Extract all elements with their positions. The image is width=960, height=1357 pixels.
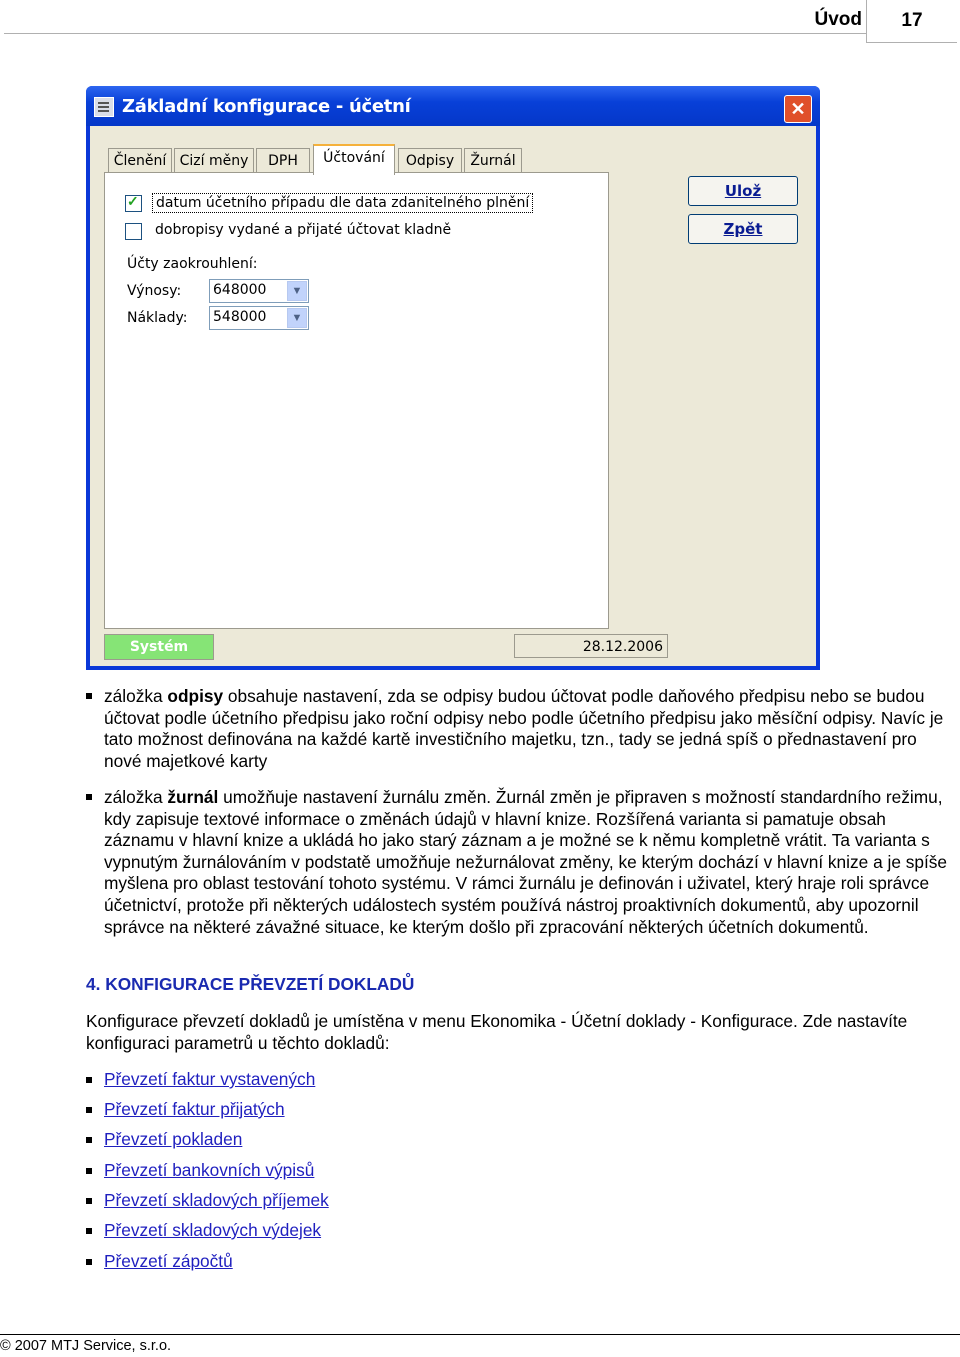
close-icon[interactable]: ✕ <box>784 95 812 123</box>
tab-panel-uctovani <box>104 172 609 629</box>
bullet-marker <box>86 1107 92 1113</box>
bullet-marker <box>86 1259 92 1265</box>
intro-paragraph: Konfigurace převzetí dokladů je umístěna v menu Ekonomika - Účetní doklady - Konfigurace. Zde nastavíte konfiguraci parametrů u těchto dokladů: <box>86 1011 908 1053</box>
tab-cleneni[interactable]: Členění <box>108 148 172 173</box>
bullet-marker <box>86 1077 92 1083</box>
tab-zurnal[interactable]: Žurnál <box>464 148 522 173</box>
status-system: Systém <box>104 634 214 660</box>
back-button[interactable]: Zpět <box>688 214 798 244</box>
bullet-marker <box>86 1228 92 1234</box>
dialog-body <box>90 126 816 666</box>
revenue-value: 648000 <box>213 282 267 298</box>
bullet-marker <box>86 1198 92 1204</box>
footer-copyright: © 2007 MTJ Service, s.r.o. <box>0 1338 172 1354</box>
link-skladove-prijemky[interactable]: Převzetí skladových příjemek <box>104 1190 329 1210</box>
dobropisy-checkbox[interactable] <box>125 223 142 240</box>
dialog-title: Základní konfigurace - účetní <box>122 96 411 117</box>
link-zapocty[interactable]: Převzetí zápočtů <box>104 1251 233 1271</box>
dialog-titlebar <box>86 86 820 126</box>
costs-value: 548000 <box>213 309 267 325</box>
costs-combo[interactable] <box>209 306 309 330</box>
tab-cizi-meny[interactable]: Cizí měny <box>174 148 254 173</box>
tab-dph[interactable]: DPH <box>256 148 310 173</box>
section-title: Úvod <box>814 9 862 30</box>
link-bankovni-vypisy[interactable]: Převzetí bankovních výpisů <box>104 1160 315 1180</box>
dobropisy-checkbox-label[interactable]: dobropisy vydané a přijaté účtovat kladně <box>155 222 452 238</box>
link-faktury-prijate[interactable]: Převzetí faktur přijatých <box>104 1099 285 1119</box>
bullet-marker <box>86 1168 92 1174</box>
chevron-down-icon[interactable]: ▼ <box>287 281 307 301</box>
header-divider <box>4 33 866 34</box>
tab-uctovani[interactable]: Účtování <box>313 144 395 175</box>
revenue-label: Výnosy: <box>127 283 182 299</box>
rounding-label: Účty zaokrouhlení: <box>127 256 258 272</box>
app-icon <box>94 97 114 117</box>
bullet-marker <box>86 794 92 800</box>
footer-divider <box>0 1334 960 1335</box>
bullet-marker <box>86 693 92 699</box>
datum-checkbox-label[interactable]: datum účetního případu dle data zdanitelného plnění <box>152 193 533 213</box>
link-pokladny[interactable]: Převzetí pokladen <box>104 1129 243 1149</box>
link-faktury-vystavene[interactable]: Převzetí faktur vystavených <box>104 1069 316 1089</box>
bullet-marker <box>86 1137 92 1143</box>
chevron-down-icon[interactable]: ▼ <box>287 308 307 328</box>
costs-label: Náklady: <box>127 310 188 326</box>
section-heading: 4. KONFIGURACE PŘEVZETÍ DOKLADŮ <box>86 974 415 994</box>
save-button[interactable]: Ulož <box>688 176 798 206</box>
link-skladove-vydejky[interactable]: Převzetí skladových výdejek <box>104 1220 322 1240</box>
config-dialog <box>86 86 820 670</box>
datum-checkbox[interactable] <box>125 195 142 212</box>
status-date: 28.12.2006 <box>514 634 668 658</box>
bullet-odpisy-text: záložka odpisy obsahuje nastavení, zda se odpisy budou účtovat podle daňového předpisu nebo se budou účtovat podle účetního předpisu jako roční odpisy nebo podle účetního předpisu jako měsíční odpisy. Navíc je tato možnost definována na každé kartě investičního majetku, tzn., tady se jedná spíš o přednastavení pro nové majetkové karty <box>104 686 944 771</box>
revenue-combo[interactable] <box>209 279 309 303</box>
tab-odpisy[interactable]: Odpisy <box>398 148 462 173</box>
page-number: 17 <box>866 0 957 43</box>
bullet-zurnal-text: záložka žurnál umožňuje nastavení žurnálu změn. Žurnál změn je připraven s možností standardního režimu, kdy zapisuje textové informace o změnách údajů v hlavní knize. Rozšířená varianta si pamatuje obsah záznamu v hlavní knize a ukládá ho jako starý záznam a je možné se k němu kompletně vrátit. Ta varianta s vypnutým žurnálováním v podstatě umožňuje nežurnálovat změny, ke kterým dochází v hlavní knize a je spíše myšlena pro oblast testování tohoto systému. V rámci žurnálu je definován i uživatel, který hraje roli správce účetnictví, protože při některých událostech systém používá nástroj proaktivních dokumentů, aby upozornil správce na některé závažné situace, ke kterým došlo při zpracování některých účetních dokumentů. <box>104 787 948 937</box>
